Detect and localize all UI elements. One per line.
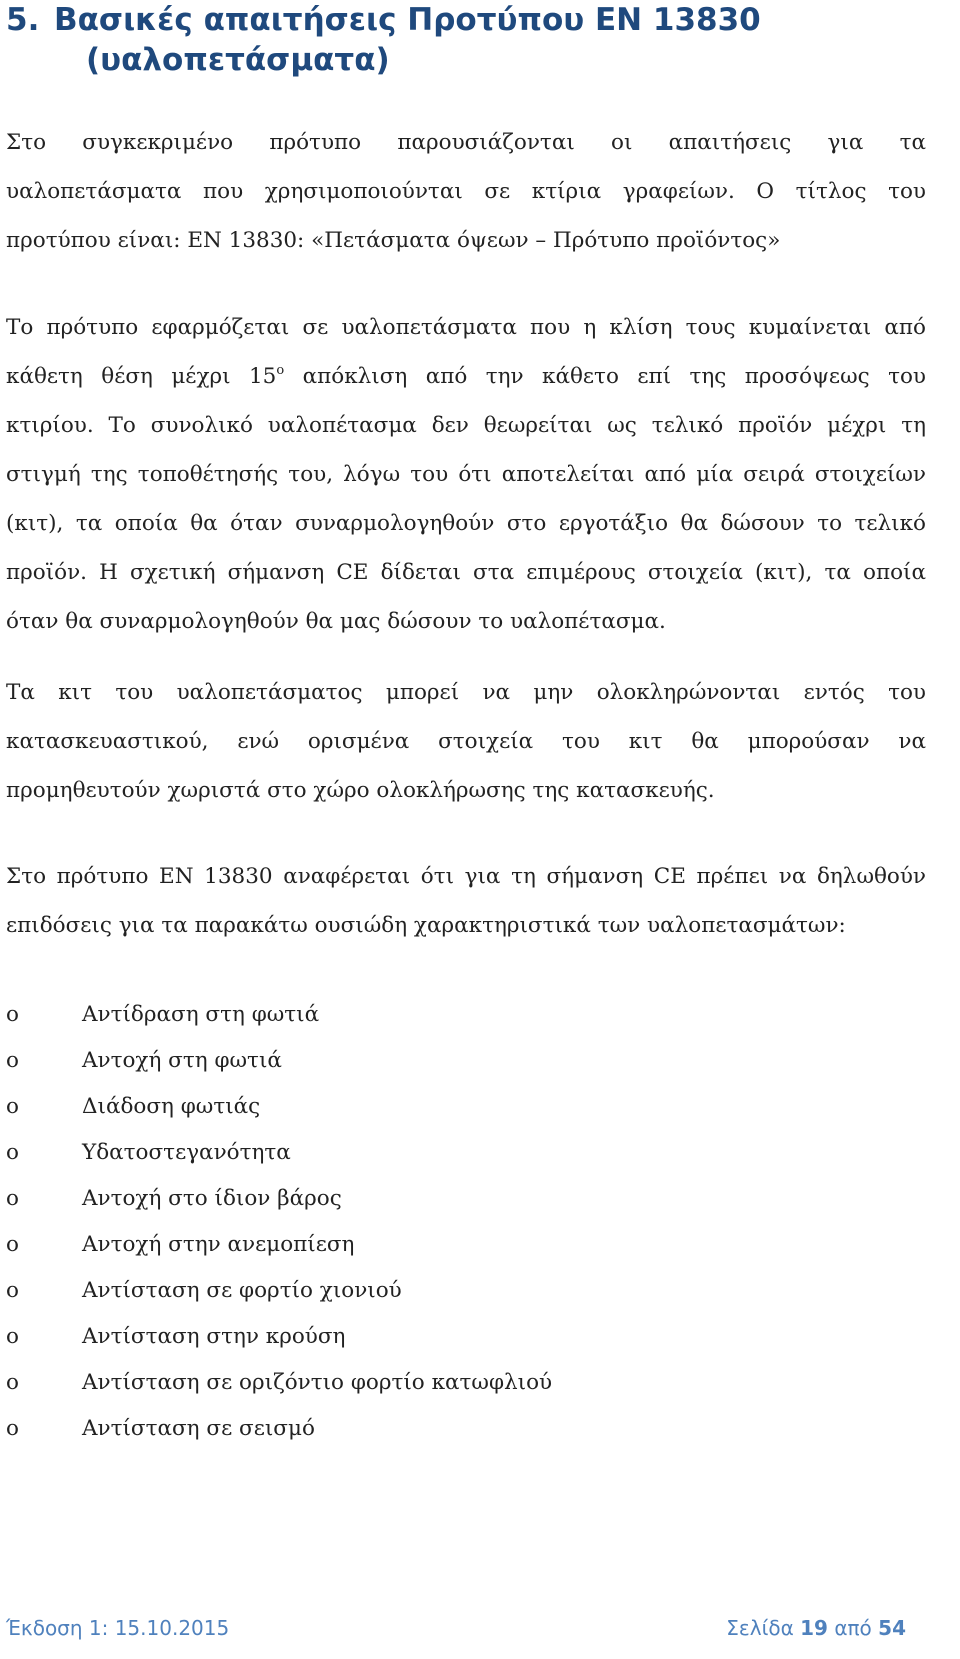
list-item — [6, 1406, 906, 1452]
paragraph-1-line: υαλοπετάσματα που χρησιμοποιούνται σε κτίρια γραφείων. Ο τίτλος του — [6, 179, 926, 204]
paragraph-1 — [6, 118, 926, 265]
bullet-icon: o — [6, 1140, 19, 1165]
page-total: 54 — [878, 1616, 906, 1640]
paragraph-2-text: απόκλιση από την κάθετο επί της προσόψεως του — [284, 364, 926, 389]
page-number — [726, 1612, 906, 1644]
list-item — [6, 992, 906, 1038]
heading-number: 5. — [6, 2, 40, 38]
list-item — [6, 1084, 906, 1130]
heading-title: Βασικές απαιτήσεις Προτύπου ΕΝ 13830 — [54, 2, 761, 38]
paragraph-2-line: όταν θα συναρμολογηθούν θα μας δώσουν το υαλοπέτασμα. — [6, 609, 666, 634]
list-item-label: Αντίσταση σε σεισμό — [82, 1416, 315, 1441]
bullet-icon: o — [6, 1002, 19, 1027]
page-of: από — [834, 1616, 872, 1640]
paragraph-4-line: επιδόσεις για τα παρακάτω ουσιώδη χαρακτηριστικά των υαλοπετασμάτων: — [6, 913, 846, 938]
bullet-icon: o — [6, 1094, 19, 1119]
paragraph-2-line — [6, 352, 926, 401]
paragraph-1-line: Στο συγκεκριμένο πρότυπο παρουσιάζονται οι απαιτήσεις για τα — [6, 130, 926, 155]
list-item-label: Αντίδραση στη φωτιά — [82, 1002, 320, 1027]
paragraph-3-line: κατασκευαστικού, ενώ ορισμένα στοιχεία του κιτ θα μπορούσαν να — [6, 729, 926, 754]
list-item-label: Αντοχή στο ίδιον βάρος — [82, 1186, 342, 1211]
list-item-label: Αντοχή στη φωτιά — [82, 1048, 282, 1073]
list-item-label: Αντοχή στην ανεμοπίεση — [82, 1232, 355, 1257]
characteristics-list — [6, 992, 906, 1452]
section-heading — [6, 0, 926, 80]
bullet-icon: o — [6, 1278, 19, 1303]
list-item — [6, 1038, 906, 1084]
heading-line-2: (υαλοπετάσματα) — [86, 42, 390, 78]
paragraph-2 — [6, 303, 926, 646]
list-item — [6, 1222, 906, 1268]
bullet-icon: o — [6, 1324, 19, 1349]
list-item — [6, 1314, 906, 1360]
paragraph-2-text: κάθετη θέση μέχρι 15 — [6, 364, 277, 389]
paragraph-3 — [6, 668, 926, 815]
list-item — [6, 1176, 906, 1222]
paragraph-4-line: Στο πρότυπο ΕΝ 13830 αναφέρεται ότι για τη σήμανση CE πρέπει να δηλωθούν — [6, 864, 926, 889]
list-item-label: Υδατοστεγανότητα — [82, 1140, 291, 1165]
list-item-label: Διάδοση φωτιάς — [82, 1094, 261, 1119]
edition-label: Έκδοση 1: 15.10.2015 — [6, 1616, 230, 1640]
paragraph-2-line: στιγμή της τοποθέτησής του, λόγω του ότι αποτελείται από μία σειρά στοιχείων — [6, 462, 926, 487]
heading-line-1 — [6, 0, 926, 40]
page-footer — [6, 1612, 906, 1644]
bullet-icon: o — [6, 1048, 19, 1073]
paragraph-2-line: κτιρίου. Το συνολικό υαλοπέτασμα δεν θεωρείται ως τελικό προϊόν μέχρι τη — [6, 413, 926, 438]
paragraph-4 — [6, 852, 926, 950]
list-item — [6, 1130, 906, 1176]
page-current: 19 — [800, 1616, 828, 1640]
paragraph-3-line: προμηθευτούν χωριστά στο χώρο ολοκλήρωσης της κατασκευής. — [6, 778, 715, 803]
paragraph-3-line: Τα κιτ του υαλοπετάσματος μπορεί να μην ολοκληρώνονται εντός του — [6, 680, 926, 705]
list-item — [6, 1360, 906, 1406]
list-item-label: Αντίσταση σε οριζόντιο φορτίο κατωφλιού — [82, 1370, 553, 1395]
bullet-icon: o — [6, 1370, 19, 1395]
paragraph-2-line: Το πρότυπο εφαρμόζεται σε υαλοπετάσματα που η κλίση τους κυμαίνεται από — [6, 315, 926, 340]
paragraph-2-line: (κιτ), τα οποία θα όταν συναρμολογηθούν στο εργοτάξιο θα δώσουν το τελικό — [6, 511, 926, 536]
list-item-label: Αντίσταση σε φορτίο χιονιού — [82, 1278, 402, 1303]
list-item — [6, 1268, 906, 1314]
degree-superscript: ο — [276, 363, 285, 378]
paragraph-1-line: προτύπου είναι: ΕΝ 13830: «Πετάσματα όψεων – Πρότυπο προϊόντος» — [6, 228, 781, 253]
list-item-label: Αντίσταση στην κρούση — [82, 1324, 346, 1349]
bullet-icon: o — [6, 1232, 19, 1257]
bullet-icon: o — [6, 1416, 19, 1441]
page-word: Σελίδα — [726, 1616, 794, 1640]
bullet-icon: o — [6, 1186, 19, 1211]
paragraph-2-line: προϊόν. Η σχετική σήμανση CE δίδεται στα επιμέρους στοιχεία (κιτ), τα οποία — [6, 560, 926, 585]
